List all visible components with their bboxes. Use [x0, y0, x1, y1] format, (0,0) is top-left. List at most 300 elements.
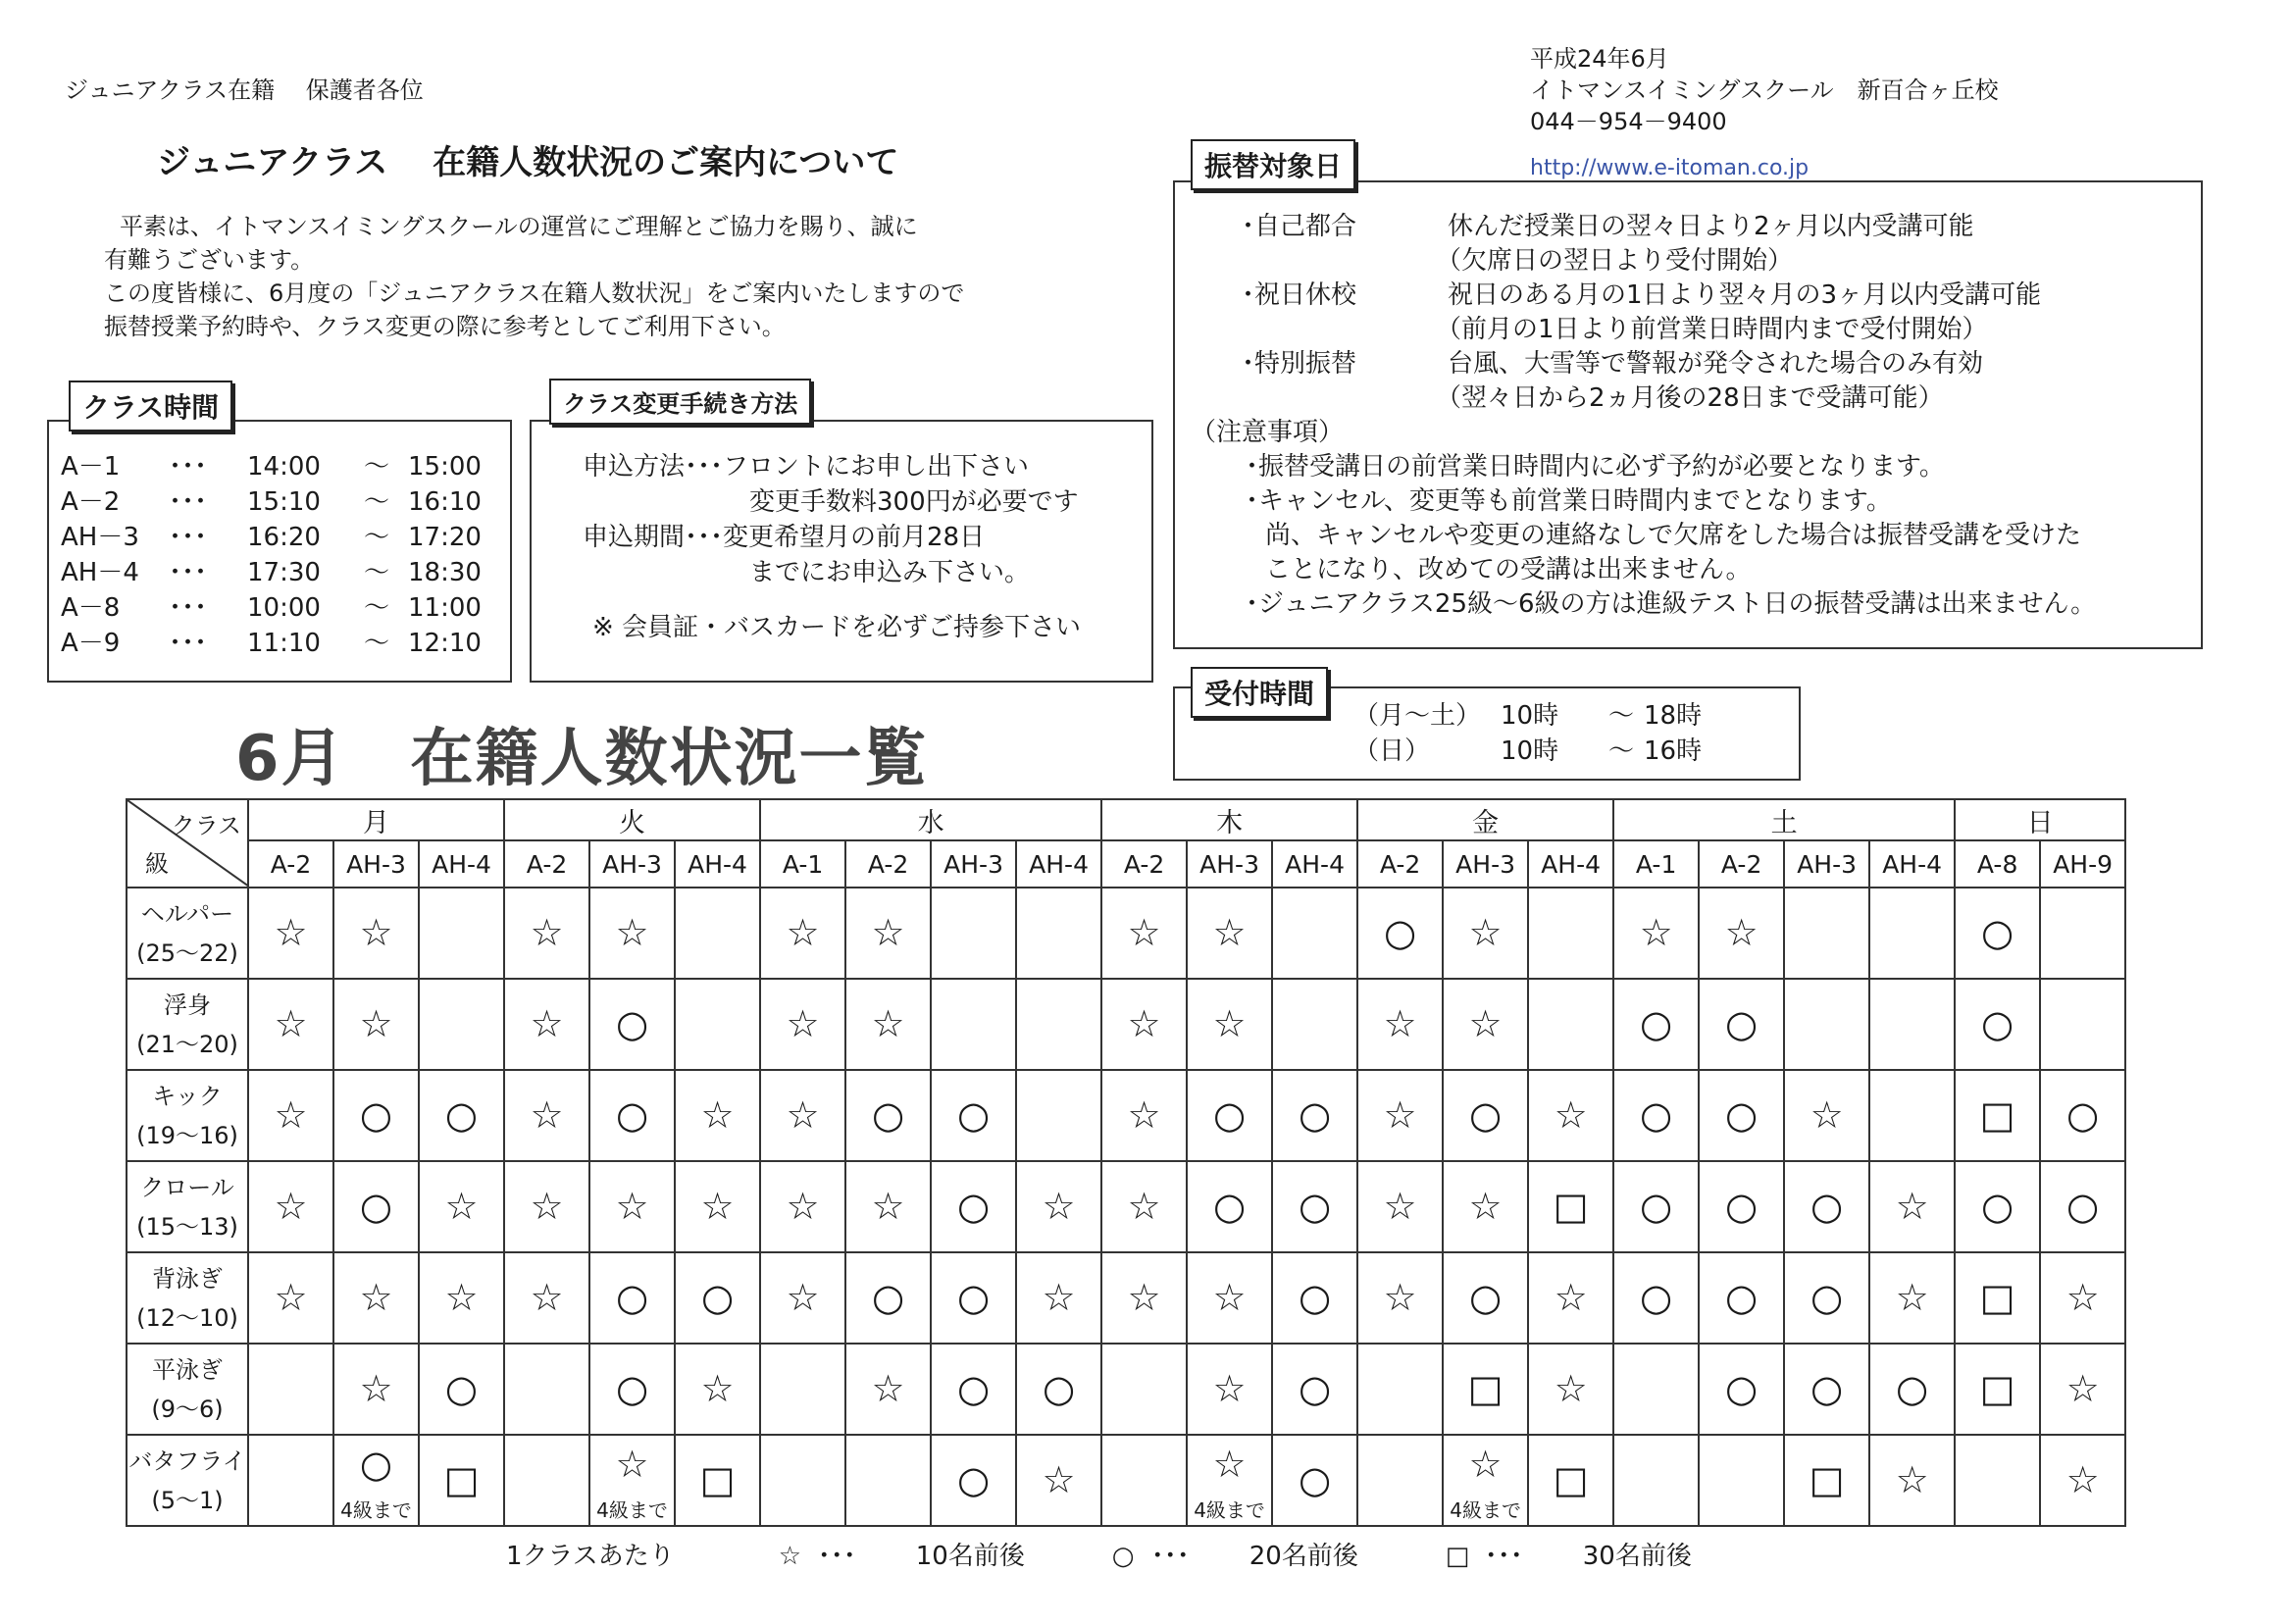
issue-date: 平成24年6月 — [1530, 45, 1669, 73]
phone-number: 044－954－9400 — [1530, 108, 1727, 135]
dots: ･･･ — [169, 558, 208, 587]
header-right — [1530, 43, 1999, 184]
table-cell — [2040, 1435, 2125, 1526]
capacity-symbol: ☆ — [1554, 1093, 1588, 1137]
table-cell — [1443, 979, 1528, 1070]
table-cell — [1699, 1161, 1784, 1252]
capacity-symbol: ☆ — [1127, 911, 1161, 954]
table-cell — [1699, 1070, 1784, 1161]
intro-line: 平素は、イトマンスイミングスクールの運営にご理解とご協力を賜り、誠に — [120, 213, 918, 240]
table-cell — [589, 979, 675, 1070]
table-row — [127, 1161, 2125, 1252]
capacity-symbol: ☆ — [1554, 1276, 1588, 1319]
table-cell — [1784, 1252, 1869, 1344]
website-link[interactable]: http://www.e-itoman.co.jp — [1530, 156, 1810, 180]
class-time-list — [61, 449, 506, 661]
capacity-symbol: ☆ — [1895, 1185, 1929, 1228]
capacity-symbol: ☆ — [1468, 1443, 1503, 1486]
table-cell — [419, 1435, 504, 1526]
transfer-heading: 振替対象日 — [1191, 139, 1355, 190]
capacity-symbol: ☆ — [530, 911, 564, 954]
dots: ･･･ — [169, 593, 208, 623]
capacity-symbol: ○ — [956, 1367, 991, 1410]
table-cell — [931, 1070, 1016, 1161]
table-cell — [1101, 888, 1187, 979]
table-cell — [1528, 888, 1613, 979]
capacity-symbol: ○ — [1042, 1367, 1076, 1410]
class-header: A-2 — [1699, 840, 1784, 888]
wave: ～ — [363, 593, 389, 623]
capacity-symbol: ○ — [956, 1093, 991, 1137]
table-cell — [1357, 1252, 1443, 1344]
note-line: 尚、キャンセルや変更の連絡なしで欠席をした場合は振替受講を受けた — [1265, 521, 2082, 550]
table-cell — [675, 1070, 760, 1161]
capacity-symbol: ☆ — [274, 1093, 308, 1137]
level-label — [127, 1252, 248, 1344]
class-header: A-2 — [1357, 840, 1443, 888]
class-code: A－2 — [61, 487, 121, 517]
capacity-symbol: ☆ — [1042, 1185, 1076, 1228]
class-code: AH－4 — [61, 558, 139, 587]
cell-note: 4級まで — [340, 1498, 412, 1522]
fee-text: 変更手数料300円が必要です — [749, 487, 1079, 517]
table-cell — [333, 1161, 419, 1252]
capacity-symbol: ☆ — [444, 1185, 479, 1228]
cell-note: 4級まで — [1194, 1498, 1265, 1522]
page-title: ジュニアクラス 在籍人数状況のご案内について — [157, 143, 899, 182]
table-cell — [1272, 979, 1357, 1070]
note-line: ことになり、改めての受講は出来ません。 — [1265, 555, 1752, 584]
table-cell — [1272, 1252, 1357, 1344]
reception-days: （月～土） — [1353, 701, 1482, 731]
capacity-symbol: ☆ — [1212, 1276, 1247, 1319]
table-cell — [504, 1252, 589, 1344]
reception-wave: ～ — [1607, 701, 1634, 731]
class-header: A-2 — [845, 840, 931, 888]
capacity-symbol: ☆ — [1383, 1002, 1417, 1045]
level-range: (25～22) — [136, 939, 238, 967]
class-header: A-2 — [248, 840, 333, 888]
class-header: A-1 — [1613, 840, 1699, 888]
capacity-symbol: ○ — [1981, 1002, 2014, 1045]
transfer-text — [1191, 210, 2096, 622]
table-cell — [504, 888, 589, 979]
capacity-symbol: ☆ — [786, 911, 820, 954]
table-cell — [675, 1252, 760, 1344]
addressee: ジュニアクラス在籍 保護者各位 — [65, 76, 424, 104]
day-header-row — [127, 799, 2125, 840]
table-cell — [845, 1070, 931, 1161]
table-cell — [1699, 1344, 1784, 1435]
capacity-symbol: ○ — [1212, 1185, 1247, 1228]
transfer-item-label: ･特別振替 — [1242, 349, 1357, 379]
capacity-symbol: ○ — [615, 1093, 649, 1137]
intro-line: 振替授業予約時や、クラス変更の際に参考としてご利用下さい。 — [104, 313, 786, 340]
class-header: AH-3 — [1784, 840, 1869, 888]
table-cell — [1016, 1252, 1101, 1344]
day-header: 木 — [1101, 799, 1357, 840]
class-header: AH-3 — [589, 840, 675, 888]
table-cell — [760, 1161, 845, 1252]
level-name: ヘルパー — [140, 899, 234, 928]
reception-start: 10時 — [1501, 736, 1559, 766]
capacity-symbol: □ — [443, 1458, 480, 1501]
capacity-symbol: ○ — [1298, 1185, 1332, 1228]
capacity-symbol: ○ — [1298, 1276, 1332, 1319]
note-line: ･振替受講日の前営業日時間内に必ず予約が必要となります。 — [1246, 452, 1945, 482]
table-cell — [675, 888, 760, 979]
day-header: 日 — [1955, 799, 2125, 840]
capacity-symbol: ☆ — [1127, 1093, 1161, 1137]
table-cell — [2040, 1252, 2125, 1344]
table-cell — [1955, 1435, 2040, 1526]
level-range: (21～20) — [136, 1030, 238, 1058]
start-time: 17:30 — [247, 558, 321, 587]
table-cell — [248, 1161, 333, 1252]
capacity-symbol: ☆ — [1042, 1276, 1076, 1319]
legend-text: 30名前後 — [1582, 1542, 1692, 1571]
table-cell — [760, 979, 845, 1070]
reception-heading: 受付時間 — [1191, 667, 1328, 718]
class-code: A－1 — [61, 452, 121, 482]
reception-end: 18時 — [1644, 701, 1703, 731]
capacity-symbol: ☆ — [274, 911, 308, 954]
capacity-symbol: ☆ — [786, 1002, 820, 1045]
start-time: 15:10 — [247, 487, 321, 517]
class-time-row — [61, 449, 506, 484]
capacity-symbol: ○ — [615, 1276, 649, 1319]
class-header: AH-4 — [1016, 840, 1101, 888]
class-header-row — [127, 840, 2125, 888]
capacity-symbol: □ — [1553, 1458, 1589, 1501]
table-cell — [1016, 1161, 1101, 1252]
level-range: (19～16) — [136, 1121, 238, 1149]
apply-period-text-2: までにお申込み下さい。 — [749, 558, 1031, 587]
table-cell — [1187, 1435, 1272, 1526]
class-header: AH-9 — [2040, 840, 2125, 888]
transfer-item-label: ･祝日休校 — [1242, 280, 1357, 310]
capacity-symbol: ○ — [615, 1002, 649, 1045]
table-cell — [1101, 979, 1187, 1070]
table-cell — [1784, 1435, 1869, 1526]
table-cell — [419, 1161, 504, 1252]
table-cell — [760, 1344, 845, 1435]
capacity-symbol: ☆ — [871, 1002, 905, 1045]
reception-hours — [1353, 698, 1732, 769]
table-cell — [1784, 888, 1869, 979]
capacity-symbol: ○ — [1725, 1002, 1759, 1045]
start-time: 11:10 — [247, 629, 321, 658]
transfer-item — [1191, 279, 2096, 313]
table-cell — [1869, 979, 1955, 1070]
table-cell — [1187, 1252, 1272, 1344]
level-label — [127, 1344, 248, 1435]
class-header: A-1 — [760, 840, 845, 888]
capacity-symbol: ☆ — [359, 911, 393, 954]
table-cell — [1357, 1070, 1443, 1161]
reception-wave: ～ — [1607, 736, 1634, 766]
end-time: 11:00 — [408, 593, 482, 623]
capacity-symbol: ☆ — [871, 911, 905, 954]
level-name: バタフライ — [128, 1446, 246, 1475]
table-cell — [2040, 1070, 2125, 1161]
table-cell — [1357, 1161, 1443, 1252]
capacity-symbol: ○ — [359, 1443, 393, 1486]
apply-method-label: 申込方法･･･ — [583, 452, 724, 482]
table-cell — [1699, 979, 1784, 1070]
capacity-symbol: ☆ — [1383, 1093, 1417, 1137]
table-cell — [1272, 1070, 1357, 1161]
transfer-item-subtext: （前月の1日より前営業日時間内まで受付開始） — [1436, 315, 1988, 344]
capacity-symbol: ☆ — [1639, 911, 1673, 954]
table-cell — [1016, 979, 1101, 1070]
class-time-row — [61, 555, 506, 590]
capacity-symbol: ☆ — [274, 1276, 308, 1319]
capacity-symbol: ○ — [956, 1276, 991, 1319]
table-cell — [1187, 1344, 1272, 1435]
table-cell — [1528, 1161, 1613, 1252]
capacity-symbol: ○ — [1810, 1367, 1844, 1410]
capacity-symbol: ☆ — [444, 1276, 479, 1319]
table-cell — [675, 1161, 760, 1252]
capacity-symbol: ○ — [2066, 1093, 2100, 1137]
table-cell — [1955, 979, 2040, 1070]
reception-start: 10時 — [1501, 701, 1559, 731]
legend-item — [779, 1536, 1112, 1572]
table-cell — [1357, 1344, 1443, 1435]
table-cell — [1187, 1161, 1272, 1252]
table-cell — [1528, 1252, 1613, 1344]
level-name: クロール — [140, 1173, 234, 1201]
table-cell — [1272, 1435, 1357, 1526]
capacity-symbol: ○ — [1640, 1276, 1673, 1319]
table-cell — [760, 888, 845, 979]
table-cell — [248, 1344, 333, 1435]
class-time-row — [61, 520, 506, 555]
apply-method-text: フロントにお申し出下さい — [723, 452, 1030, 482]
table-cell — [1101, 1435, 1187, 1526]
wave: ～ — [363, 487, 389, 517]
table-cell — [760, 1070, 845, 1161]
transfer-item — [1191, 210, 2096, 244]
reception-row — [1353, 734, 1732, 769]
table-cell — [1699, 888, 1784, 979]
capacity-symbol: ☆ — [530, 1093, 564, 1137]
table-cell — [1357, 979, 1443, 1070]
table-cell — [1613, 1252, 1699, 1344]
enrollment-table — [126, 798, 2126, 1527]
capacity-symbol: ☆ — [2065, 1367, 2100, 1410]
capacity-symbol: □ — [699, 1458, 736, 1501]
table-row — [127, 1435, 2125, 1526]
capacity-symbol: ○ — [700, 1276, 735, 1319]
legend-text: 10名前後 — [915, 1542, 1025, 1571]
wave: ～ — [363, 452, 389, 482]
bring-card-note: ※ 会員証・バスカードを必ずご持参下さい — [592, 613, 1082, 642]
table-cell — [1955, 1161, 2040, 1252]
intro-line: 有難うございます。 — [104, 246, 315, 274]
capacity-symbol: ☆ — [700, 1185, 735, 1228]
capacity-symbol: ○ — [615, 1367, 649, 1410]
capacity-symbol: □ — [1979, 1367, 2015, 1410]
table-cell — [1869, 888, 1955, 979]
end-time: 18:30 — [408, 558, 482, 587]
capacity-symbol: □ — [1979, 1276, 2015, 1319]
end-time: 12:10 — [408, 629, 482, 658]
transfer-item — [1191, 347, 2096, 381]
table-cell — [589, 1070, 675, 1161]
intro-line: この度皆様に、6月度の「ジュニアクラス在籍人数状況」をご案内いたしますので — [104, 279, 965, 307]
table-cell — [419, 1252, 504, 1344]
capacity-symbol: ☆ — [2065, 1458, 2100, 1501]
level-name: 背泳ぎ — [152, 1264, 223, 1293]
capacity-symbol: ○ — [1640, 1185, 1673, 1228]
transfer-item-label: ･自己都合 — [1242, 212, 1357, 241]
table-cell — [931, 1344, 1016, 1435]
table-cell — [1357, 888, 1443, 979]
capacity-symbol: ☆ — [2065, 1276, 2100, 1319]
class-header: AH-3 — [1187, 840, 1272, 888]
table-cell — [1357, 1435, 1443, 1526]
transfer-item-text: 休んだ授業日の翌々日より2ヶ月以内受講可能 — [1448, 212, 1974, 241]
table-cell — [931, 979, 1016, 1070]
table-cell — [333, 1252, 419, 1344]
transfer-item-text: 祝日のある月の1日より翌々月の3ヶ月以内受講可能 — [1448, 280, 2042, 310]
table-cell — [419, 1344, 504, 1435]
start-time: 16:20 — [247, 523, 321, 552]
capacity-symbol: □ — [1467, 1367, 1504, 1410]
capacity-symbol: ☆ — [1212, 1002, 1247, 1045]
table-cell — [1955, 888, 2040, 979]
level-range: (15～13) — [136, 1212, 238, 1241]
dots: ･･･ — [169, 487, 208, 517]
class-time-heading: クラス時間 — [69, 381, 232, 431]
table-cell — [1443, 1344, 1528, 1435]
table-cell — [2040, 1161, 2125, 1252]
capacity-symbol: ○ — [1725, 1367, 1759, 1410]
capacity-symbol: ☆ — [615, 1185, 649, 1228]
table-title: 6月 在籍人数状況一覧 — [235, 723, 929, 795]
table-cell — [1101, 1161, 1187, 1252]
class-header: AH-4 — [1528, 840, 1613, 888]
table-cell — [333, 1344, 419, 1435]
capacity-symbol: ○ — [444, 1367, 479, 1410]
class-header: AH-3 — [333, 840, 419, 888]
table-cell — [1187, 979, 1272, 1070]
capacity-symbol: ☆ — [1212, 1367, 1247, 1410]
school-name: イトマンスイミングスクール 新百合ヶ丘校 — [1530, 76, 1999, 104]
capacity-symbol: ☆ — [1383, 1276, 1417, 1319]
table-row — [127, 888, 2125, 979]
level-label — [127, 979, 248, 1070]
capacity-symbol: ☆ — [1895, 1458, 1929, 1501]
table-cell — [1613, 1435, 1699, 1526]
capacity-symbol: ☆ — [1810, 1093, 1844, 1137]
table-cell — [1784, 1070, 1869, 1161]
table-cell — [1443, 1435, 1528, 1526]
table-cell — [1443, 1252, 1528, 1344]
table-cell — [1272, 1161, 1357, 1252]
capacity-symbol: ☆ — [615, 1443, 649, 1486]
table-cell — [1016, 1070, 1101, 1161]
class-header: AH-4 — [675, 840, 760, 888]
table-cell — [1613, 979, 1699, 1070]
capacity-symbol: ○ — [1212, 1093, 1247, 1137]
table-cell — [1613, 1344, 1699, 1435]
capacity-symbol: ☆ — [530, 1276, 564, 1319]
table-cell — [1869, 1161, 1955, 1252]
table-cell — [1955, 1070, 2040, 1161]
table-cell — [1272, 888, 1357, 979]
class-code: A－9 — [61, 629, 121, 658]
capacity-symbol: ☆ — [530, 1002, 564, 1045]
table-cell — [504, 1161, 589, 1252]
capacity-symbol: ☆ — [1127, 1002, 1161, 1045]
capacity-symbol: ○ — [1298, 1458, 1332, 1501]
capacity-symbol: ○ — [1298, 1093, 1332, 1137]
end-time: 15:00 — [408, 452, 482, 482]
cell-note: 4級まで — [596, 1498, 668, 1522]
table-cell — [1272, 1344, 1357, 1435]
table-cell — [1101, 1070, 1187, 1161]
table-cell — [248, 1435, 333, 1526]
table-cell — [1613, 1070, 1699, 1161]
capacity-symbol: ☆ — [1724, 911, 1759, 954]
table-cell — [1187, 1070, 1272, 1161]
table-cell — [675, 979, 760, 1070]
table-cell — [504, 1070, 589, 1161]
capacity-symbol: ☆ — [871, 1367, 905, 1410]
table-cell — [931, 888, 1016, 979]
table-cell — [333, 888, 419, 979]
start-time: 10:00 — [247, 593, 321, 623]
dots: ･･･ — [169, 629, 208, 658]
table-cell — [1955, 1344, 2040, 1435]
class-header: A-8 — [1955, 840, 2040, 888]
capacity-symbol: ○ — [1469, 1093, 1503, 1137]
capacity-symbol: ○ — [2066, 1185, 2100, 1228]
class-header: AH-3 — [931, 840, 1016, 888]
capacity-symbol: ☆ — [1468, 1185, 1503, 1228]
capacity-symbol: ○ — [444, 1093, 479, 1137]
level-name: 浮身 — [164, 990, 211, 1019]
table-cell — [504, 1344, 589, 1435]
capacity-symbol: ☆ — [700, 1367, 735, 1410]
table-cell — [1699, 1435, 1784, 1526]
table-cell — [931, 1252, 1016, 1344]
capacity-symbol: ☆ — [871, 1185, 905, 1228]
capacity-symbol: ☆ — [1212, 911, 1247, 954]
table-cell — [1613, 1161, 1699, 1252]
apply-period-text: 変更希望月の前月28日 — [723, 523, 986, 552]
capacity-symbol: ☆ — [1383, 1185, 1417, 1228]
class-time-row — [61, 626, 506, 661]
table-cell — [1784, 1344, 1869, 1435]
table-cell — [1528, 1344, 1613, 1435]
cell-note: 4級まで — [1450, 1498, 1521, 1522]
capacity-symbol: ○ — [359, 1185, 393, 1228]
class-header: AH-4 — [1869, 840, 1955, 888]
capacity-symbol: ☆ — [1127, 1185, 1161, 1228]
legend — [506, 1536, 1701, 1572]
table-cell — [2040, 888, 2125, 979]
legend-item — [1112, 1536, 1446, 1572]
transfer-item-text: 台風、大雪等で警報が発令された場合のみ有効 — [1448, 349, 1984, 379]
capacity-symbol: ○ — [871, 1093, 905, 1137]
table-cell — [845, 1252, 931, 1344]
table-cell — [248, 1252, 333, 1344]
class-header: AH-3 — [1443, 840, 1528, 888]
